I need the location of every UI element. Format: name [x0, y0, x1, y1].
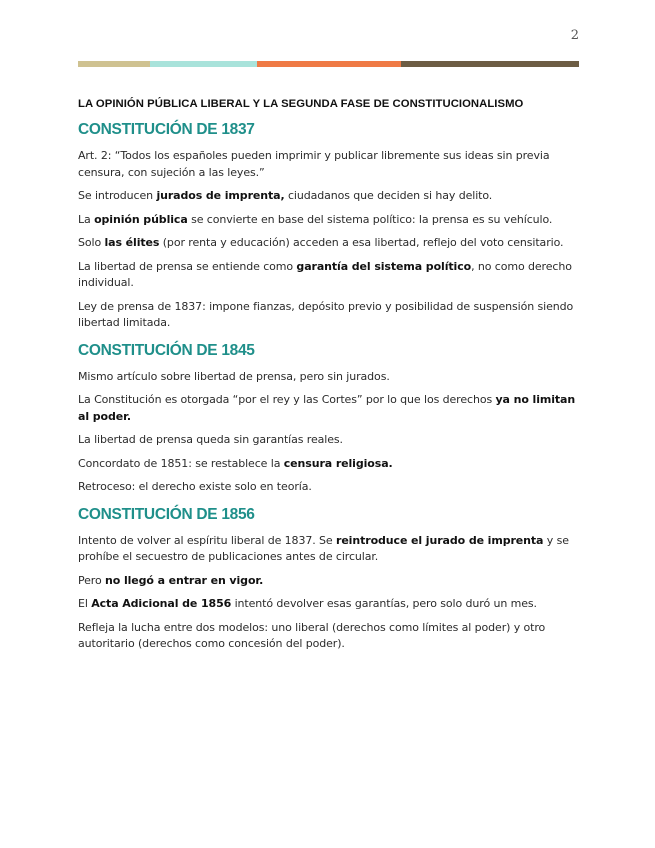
paragraph — [78, 188, 579, 205]
paragraph: Refleja la lucha entre dos modelos: uno liberal (derechos como límites al poder) y otro autoritario (derechos como concesión del poder). — [78, 620, 546, 650]
paragraph-text: La Constitución es otorgada “por el rey y las Cortes” por lo que los derechos — [78, 393, 496, 406]
section-heading: CONSTITUCIÓN DE 1845 — [78, 341, 255, 359]
paragraph-text: Pero — [78, 573, 106, 587]
paragraph — [78, 573, 579, 590]
paragraph: Mismo artículo sobre libertad de prensa, pero sin jurados. — [78, 369, 390, 383]
paragraph — [78, 212, 579, 229]
paragraph-text: ciudadanos que deciden si hay delito. — [284, 189, 493, 202]
paragraph — [78, 596, 579, 613]
paragraph-text: Solo — [78, 236, 105, 249]
emphasis-text: no llegó a entrar en vigor. — [105, 573, 264, 587]
emphasis-text: censura religiosa. — [283, 456, 393, 470]
emphasis-text: ya no limitan al poder. — [78, 393, 576, 423]
emphasis-text: jurados de imprenta, — [156, 189, 285, 202]
paragraph-text: se convierte en base del sistema político: la prensa es su vehículo. — [187, 212, 553, 226]
paragraph — [78, 235, 579, 252]
emphasis-text: opinión pública — [94, 212, 188, 226]
color-bar-segment — [150, 61, 257, 67]
paragraph — [78, 392, 579, 425]
paragraph-text: y se prohíbe el secuestro de publicaciones antes de circular. — [78, 533, 569, 563]
paragraph-text: , no como derecho individual. — [78, 259, 572, 289]
section-heading: CONSTITUCIÓN DE 1837 — [78, 121, 255, 138]
document-body — [78, 97, 579, 660]
sections-container — [78, 120, 579, 653]
color-bar-segment — [78, 61, 150, 67]
paragraph-text: El — [78, 597, 92, 610]
emphasis-text: reintroduce el jurado de imprenta — [336, 533, 544, 547]
paragraph: Retroceso: el derecho existe solo en teoría. — [78, 480, 312, 493]
color-bar-segment — [401, 61, 579, 67]
paragraph-text: intentó devolver esas garantías, pero solo duró un mes. — [231, 597, 537, 610]
header-color-bar — [78, 61, 579, 67]
document-title: LA OPINIÓN PÚBLICA LIBERAL Y LA SEGUNDA FASE DE CONSTITUCIONALISMO — [78, 98, 524, 110]
paragraph — [78, 456, 579, 473]
color-bar-segment — [257, 61, 401, 67]
paragraph-text: Se introducen — [78, 189, 157, 202]
paragraph-text: Concordato de 1851: se restablece la — [78, 456, 284, 470]
paragraph — [78, 533, 579, 566]
paragraph: La libertad de prensa queda sin garantías reales. — [78, 433, 343, 446]
paragraph — [78, 259, 579, 292]
section-heading: CONSTITUCIÓN DE 1856 — [78, 505, 255, 523]
emphasis-text: garantía del sistema político — [296, 259, 472, 273]
emphasis-text: Acta Adicional de 1856 — [91, 597, 232, 610]
paragraph-text: La — [78, 212, 95, 226]
paragraph-text: La libertad de prensa se entiende como — [78, 259, 297, 273]
paragraph: Ley de prensa de 1837: impone fianzas, depósito previo y posibilidad de suspensión siendo libertad limitada. — [78, 299, 574, 329]
paragraph-text: Intento de volver al espíritu liberal de 1837. Se — [78, 533, 336, 547]
paragraph: Art. 2: “Todos los españoles pueden imprimir y publicar libremente sus ideas sin previa censura, con sujeción a las leyes.” — [78, 149, 550, 179]
emphasis-text: las élites — [104, 236, 160, 249]
page-number: 2 — [570, 28, 579, 43]
paragraph-text: (por renta y educación) acceden a esa libertad, reflejo del voto censitario. — [159, 236, 564, 249]
